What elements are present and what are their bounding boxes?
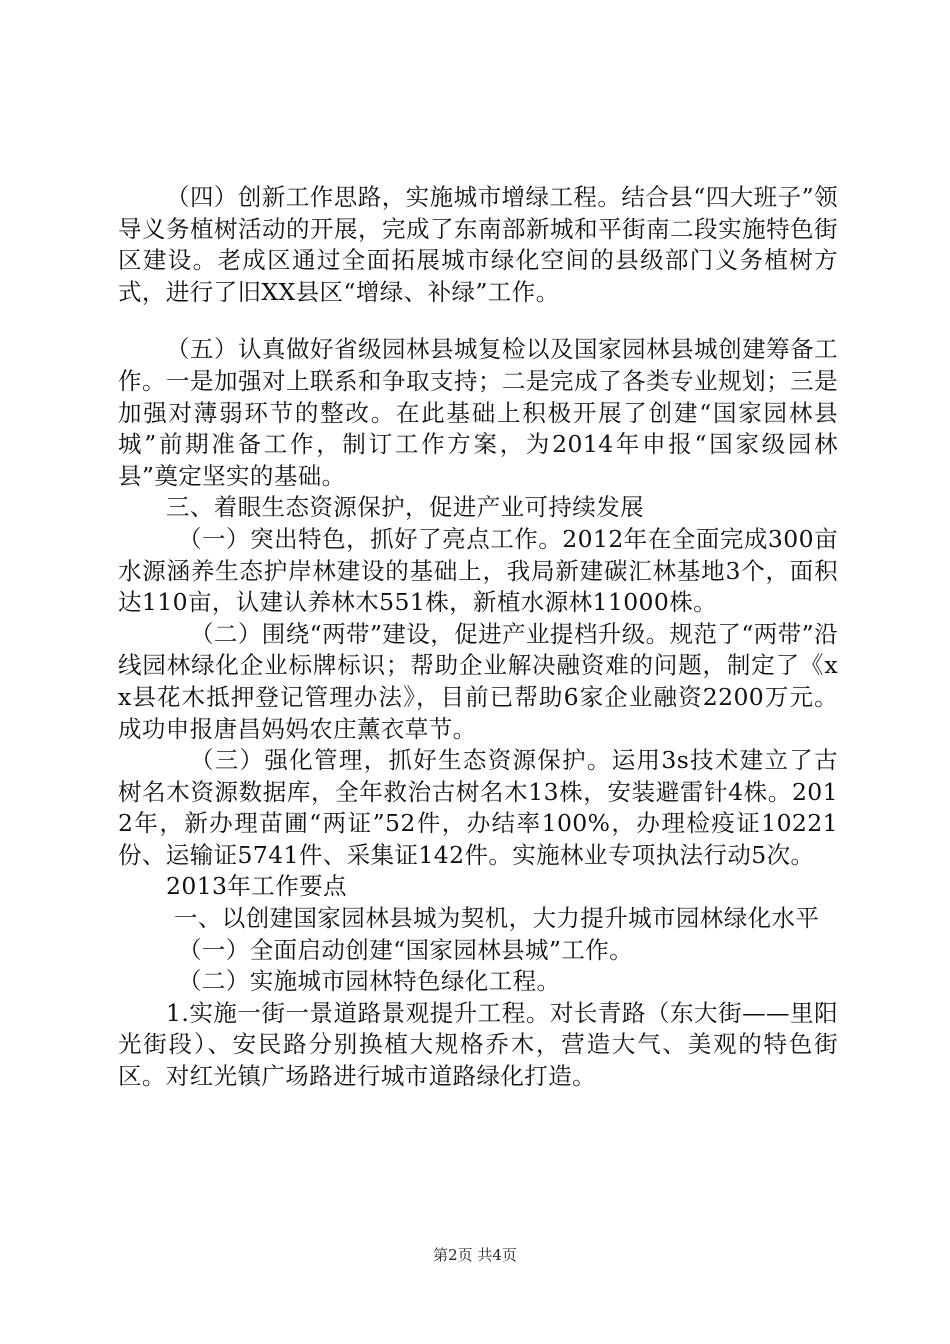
document-body (118, 182, 838, 1093)
paragraph-item-two: （二）围绕“两带”建设，促进产业提档升级。规范了“两带”沿线园林绿化企业标牌标识；帮助企业解决融资难的问题，制定了《xx县花木抵押登记管理办法》，目前已帮助6家企业融资2200万元。成功申报唐昌妈妈农庄薰衣草节。 (118, 619, 838, 743)
page-number-footer: 第2页 共4页 (433, 1246, 517, 1264)
paragraph-section-five: （五）认真做好省级园林县城复检以及国家园林县城创建筹备工作。一是加强对上联系和争取支持；二是完成了各类专业规划；三是加强对薄弱环节的整改。在此基础上积极开展了创建“国家园林县城”前期准备工作，制订工作方案，为2014年申报“国家级园林县”奠定坚实的基础。 (118, 335, 838, 490)
paragraph-section-four: （四）创新工作思路，实施城市增绿工程。结合县“四大班子”领导义务植树活动的开展，完成了东南部新城和平街南二段实施特色街区建设。老成区通过全面拓展城市绿化空间的县级部门义务植树方式，进行了旧XX县区“增绿、补绿”工作。 (118, 183, 838, 306)
paragraph-item-three: （三）强化管理，抓好生态资源保护。运用3s技术建立了古树名木资源数据库，全年救治古树名木13株，安装避雷针4株。2012年，新办理苗圃“两证”52件，办结率100%，办理检疫证10221份、运输证5741件、采集证142件。实施林业专项执法行动5次。 (118, 746, 838, 869)
heading-2013-key-points: 2013年工作要点 (166, 872, 347, 901)
paragraph-plan-sub-item-one: 1.实施一街一景道路景观提升工程。对长青路（东大街——里阳光街段）、安民路分别换植大规格乔木，营造大气、美观的特色街区。对红光镇广场路进行城市道路绿化打造。 (118, 998, 838, 1091)
paragraph-item-one: （一）突出特色，抓好了亮点工作。2012年在全面完成300亩水源涵养生态护岸林建设的基础上，我局新建碳汇林基地3个，面积达110亩，认建认养林木551株，新植水源林11000株。 (118, 524, 838, 617)
paragraph-plan-item-one: （一）全面启动创建“国家园林县城”工作。 (178, 935, 634, 964)
heading-part-three: 三、着眼生态资源保护，促进产业可持续发展 (166, 493, 644, 522)
paragraph-plan-item-two: （二）实施城市园林特色绿化工程。 (178, 967, 561, 996)
heading-part-one: 一、以创建国家园林县城为契机，大力提升城市园林绿化水平 (174, 904, 820, 933)
